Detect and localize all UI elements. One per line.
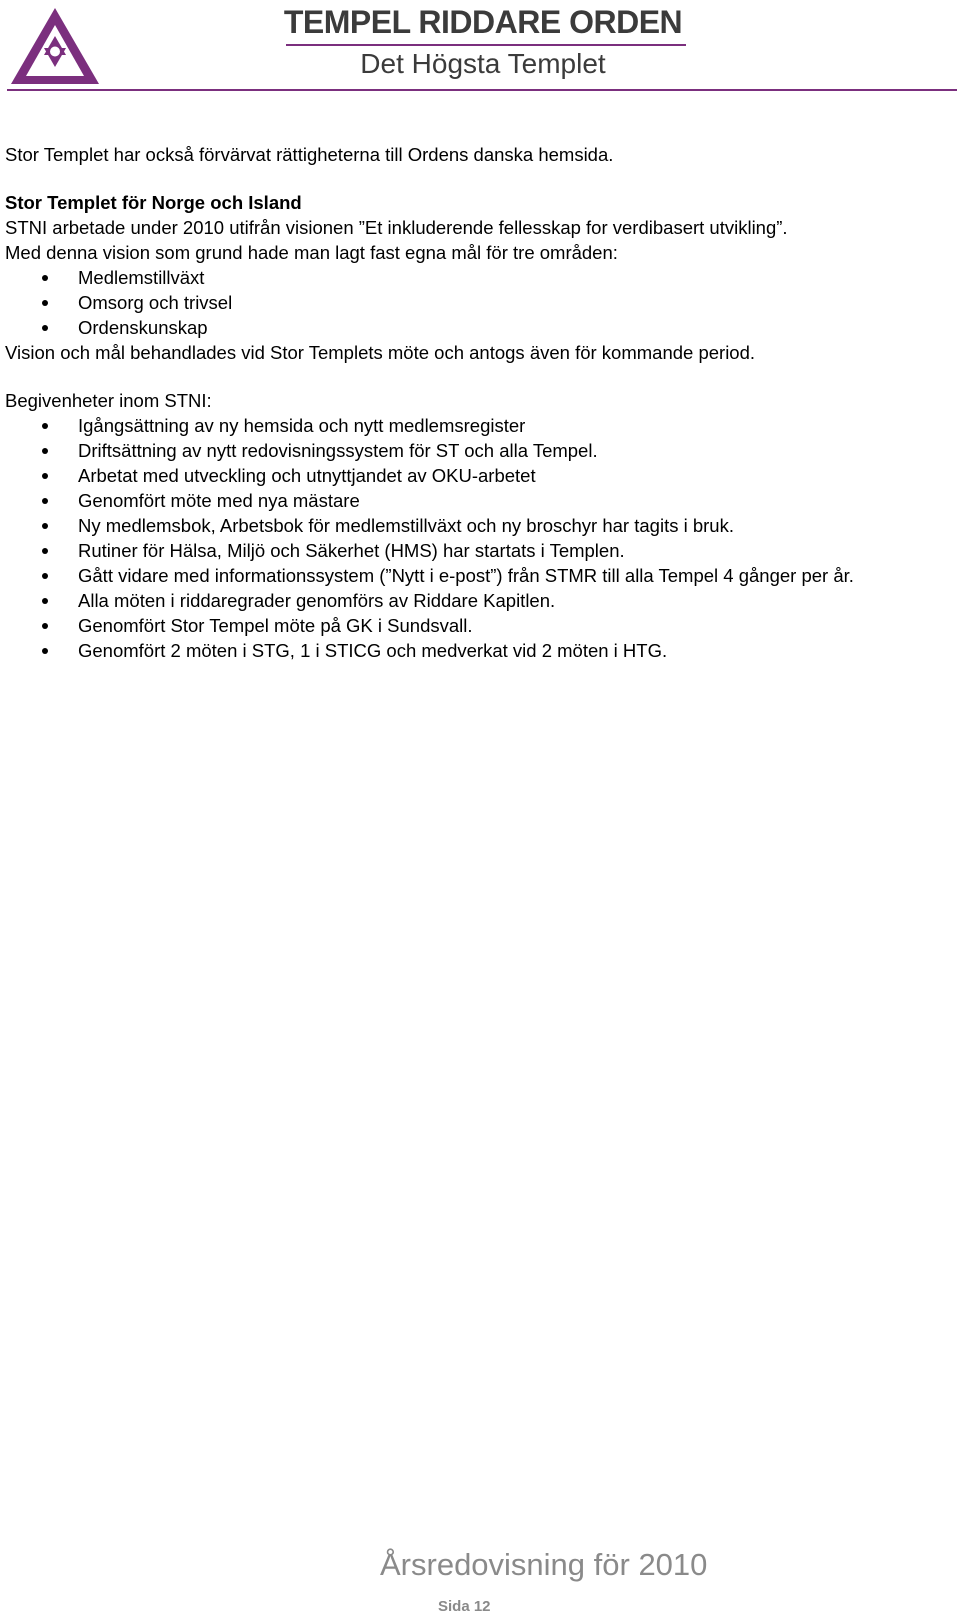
events-intro-paragraph: Begivenheter inom STNI: (5, 390, 212, 411)
goals-list (5, 265, 955, 340)
list-item: Gått vidare med informationssystem (”Nytt i e-post”) från STMR till alla Tempel 4 gånger per år. (5, 563, 955, 588)
list-item: Rutiner för Hälsa, Miljö och Säkerhet (HMS) har startats i Templen. (5, 538, 955, 563)
list-item: Driftsättning av nytt redovisningssystem för ST och alla Tempel. (5, 438, 955, 463)
organization-name: TEMPEL RIDDARE ORDEN (283, 4, 683, 40)
organization-subtitle: Det Högsta Templet (360, 48, 606, 79)
paragraph-spacer (5, 365, 955, 388)
events-list (5, 413, 955, 663)
page-number: Sida 12 (438, 1598, 491, 1615)
goals-intro-paragraph: Med denna vision som grund hade man lagt fast egna mål för tre områden: (5, 242, 618, 263)
list-item: Genomfört möte med nya mästare (5, 488, 955, 513)
triangle-star-emblem-icon (7, 5, 103, 87)
title-divider (286, 44, 686, 46)
report-title: Årsredovisning för 2010 (380, 1547, 708, 1582)
list-item: Arbetat med utveckling och utnyttjandet av OKU-arbetet (5, 463, 955, 488)
paragraph-spacer (5, 167, 955, 190)
vision-paragraph: STNI arbetade under 2010 utifrån visionen ”Et inkluderende fellesskap for verdibasert utvikling”. (5, 217, 788, 238)
list-item: Igångsättning av ny hemsida och nytt medlemsregister (5, 413, 955, 438)
section-heading: Stor Templet för Norge och Island (5, 192, 302, 213)
intro-paragraph: Stor Templet har också förvärvat rättigheterna till Ordens danska hemsida. (5, 144, 614, 165)
list-item: Alla möten i riddaregrader genomförs av Riddare Kapitlen. (5, 588, 955, 613)
list-item: Medlemstillväxt (5, 265, 955, 290)
list-item: Ordenskunskap (5, 315, 955, 340)
list-item: Omsorg och trivsel (5, 290, 955, 315)
list-item: Genomfört 2 möten i STG, 1 i STICG och medverkat vid 2 möten i HTG. (5, 638, 955, 663)
page-header (0, 0, 960, 96)
list-item: Genomfört Stor Tempel möte på GK i Sundsvall. (5, 613, 955, 638)
header-divider (7, 89, 957, 91)
document-body (5, 142, 955, 663)
list-item: Ny medlemsbok, Arbetsbok för medlemstillväxt och ny broschyr har tagits i bruk. (5, 513, 955, 538)
goals-outro-paragraph: Vision och mål behandlades vid Stor Templets möte och antogs även för kommande period. (5, 342, 756, 363)
